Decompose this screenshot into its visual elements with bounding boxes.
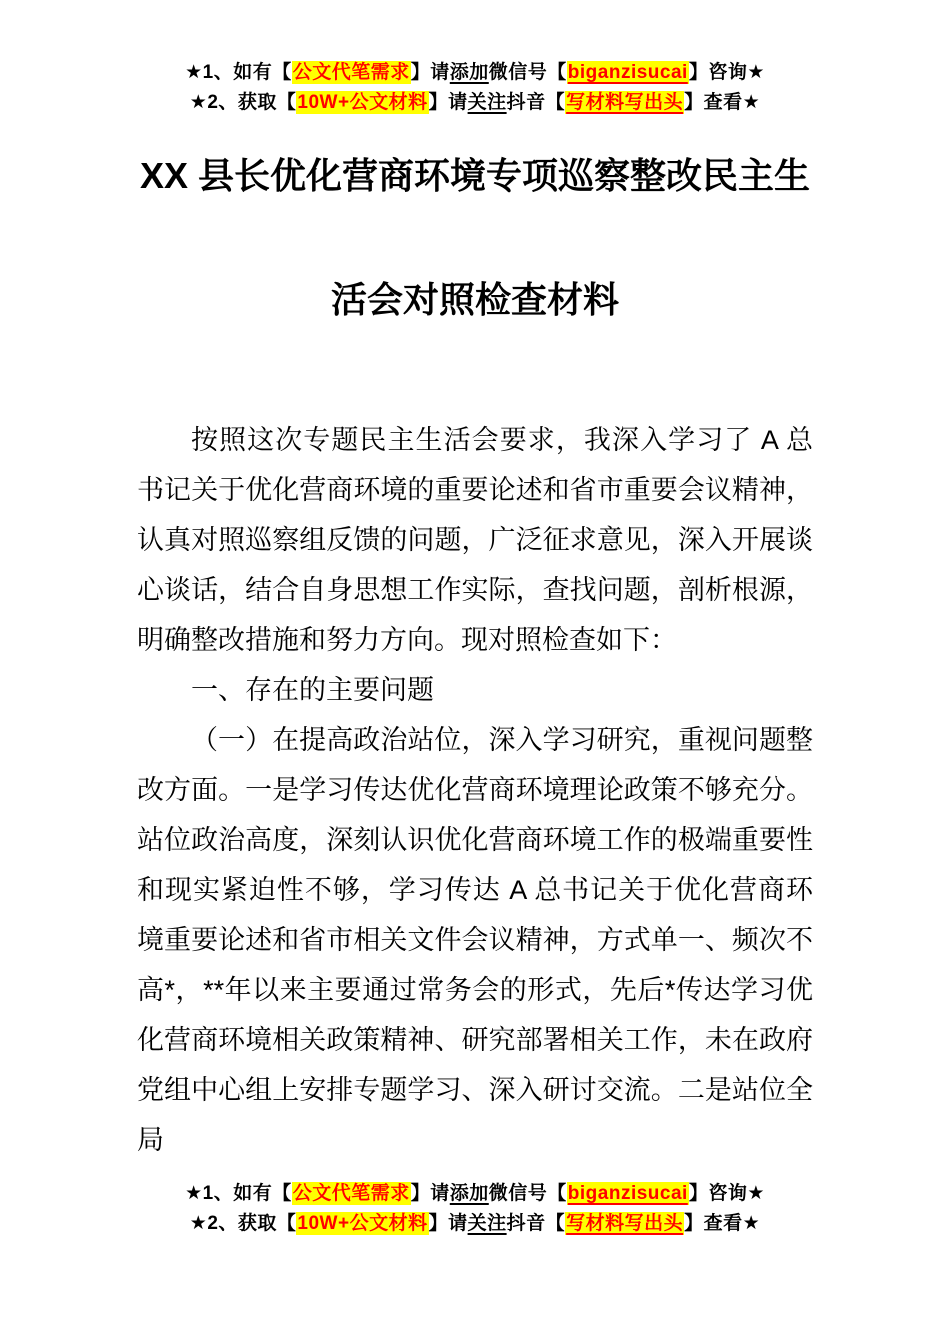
wechat-id-highlight: biganzisucai (567, 1183, 688, 1204)
promo-text: 抖音【 (506, 92, 566, 113)
footer-promo-line-1 (0, 1179, 950, 1209)
promo-suffix: 】咨询★ (688, 1183, 765, 1204)
promo-suffix: 】查看★ (684, 1213, 761, 1234)
header-promo (0, 0, 950, 118)
wechat-id-highlight: biganzisucai (567, 62, 688, 83)
promo-prefix: ★1、如有【 (185, 1183, 292, 1204)
header-promo-line-2 (0, 88, 950, 118)
follow-action-underline: 关注 (467, 1213, 507, 1234)
promo-prefix: ★1、如有【 (185, 62, 292, 83)
douyin-account-highlight: 写材料写出头 (566, 92, 684, 113)
add-action-underline: 添加 (449, 62, 489, 83)
intro-paragraph: 按照这次专题民主生活会要求，我深入学习了 A 总书记关于优化营商环境的重要论述和省市重要会议精神，认真对照巡察组反馈的问题，广泛征求意见，深入开展谈心谈话，结合自身思想工作实际，查找问题，剖析根源，明确整改措施和努力方向。现对照检查如下： (137, 425, 813, 655)
document-title-line-1: XX 县长优化营商环境专项巡察整改民主生 (139, 155, 811, 196)
ghostwriting-need-highlight: 公文代笔需求 (292, 62, 410, 83)
material-pack-highlight: 10W+公文材料 (297, 92, 428, 113)
footer-promo-line-2 (0, 1209, 950, 1239)
follow-action-underline: 关注 (467, 92, 507, 113)
ghostwriting-need-highlight: 公文代笔需求 (292, 1183, 410, 1204)
promo-suffix: 】查看★ (684, 92, 761, 113)
promo-text: 抖音【 (506, 1213, 566, 1234)
promo-text: 】请 (410, 62, 450, 83)
promo-text: 微信号【 (488, 62, 567, 83)
promo-text: 微信号【 (488, 1183, 567, 1204)
section-1-paragraph: （一）在提高政治站位，深入学习研究，重视问题整改方面。一是学习传达优化营商环境理论政策不够充分。站位政治高度，深刻认识优化营商环境工作的极端重要性和现实紧迫性不够，学习传达 A 总书记关于优化营商环境重要论述和省市相关文件会议精神，方式单一、频次不高*，**年以来主要通过常务会的形式，先后*传达学习优化营商环境相关政策精神、研究部署相关工作，未在政府党组中心组上安排专题学习、深入研讨交流。二是站位全局 (137, 725, 813, 1155)
promo-prefix: ★2、获取【 (189, 1213, 297, 1234)
douyin-account-highlight: 写材料写出头 (566, 1213, 684, 1234)
document-title (0, 156, 950, 320)
header-promo-line-1 (0, 58, 950, 88)
promo-text: 】请 (410, 1183, 450, 1204)
material-pack-highlight: 10W+公文材料 (297, 1213, 428, 1234)
promo-prefix: ★2、获取【 (189, 92, 297, 113)
document-title-line-2: 活会对照检查材料 (330, 279, 619, 320)
promo-text: 】请 (428, 92, 468, 113)
add-action-underline: 添加 (449, 1183, 489, 1204)
document-body (137, 415, 813, 1165)
promo-suffix: 】咨询★ (688, 62, 765, 83)
footer-promo (0, 1179, 950, 1239)
promo-text: 】请 (428, 1213, 468, 1234)
section-1-heading: 一、存在的主要问题 (191, 675, 434, 705)
